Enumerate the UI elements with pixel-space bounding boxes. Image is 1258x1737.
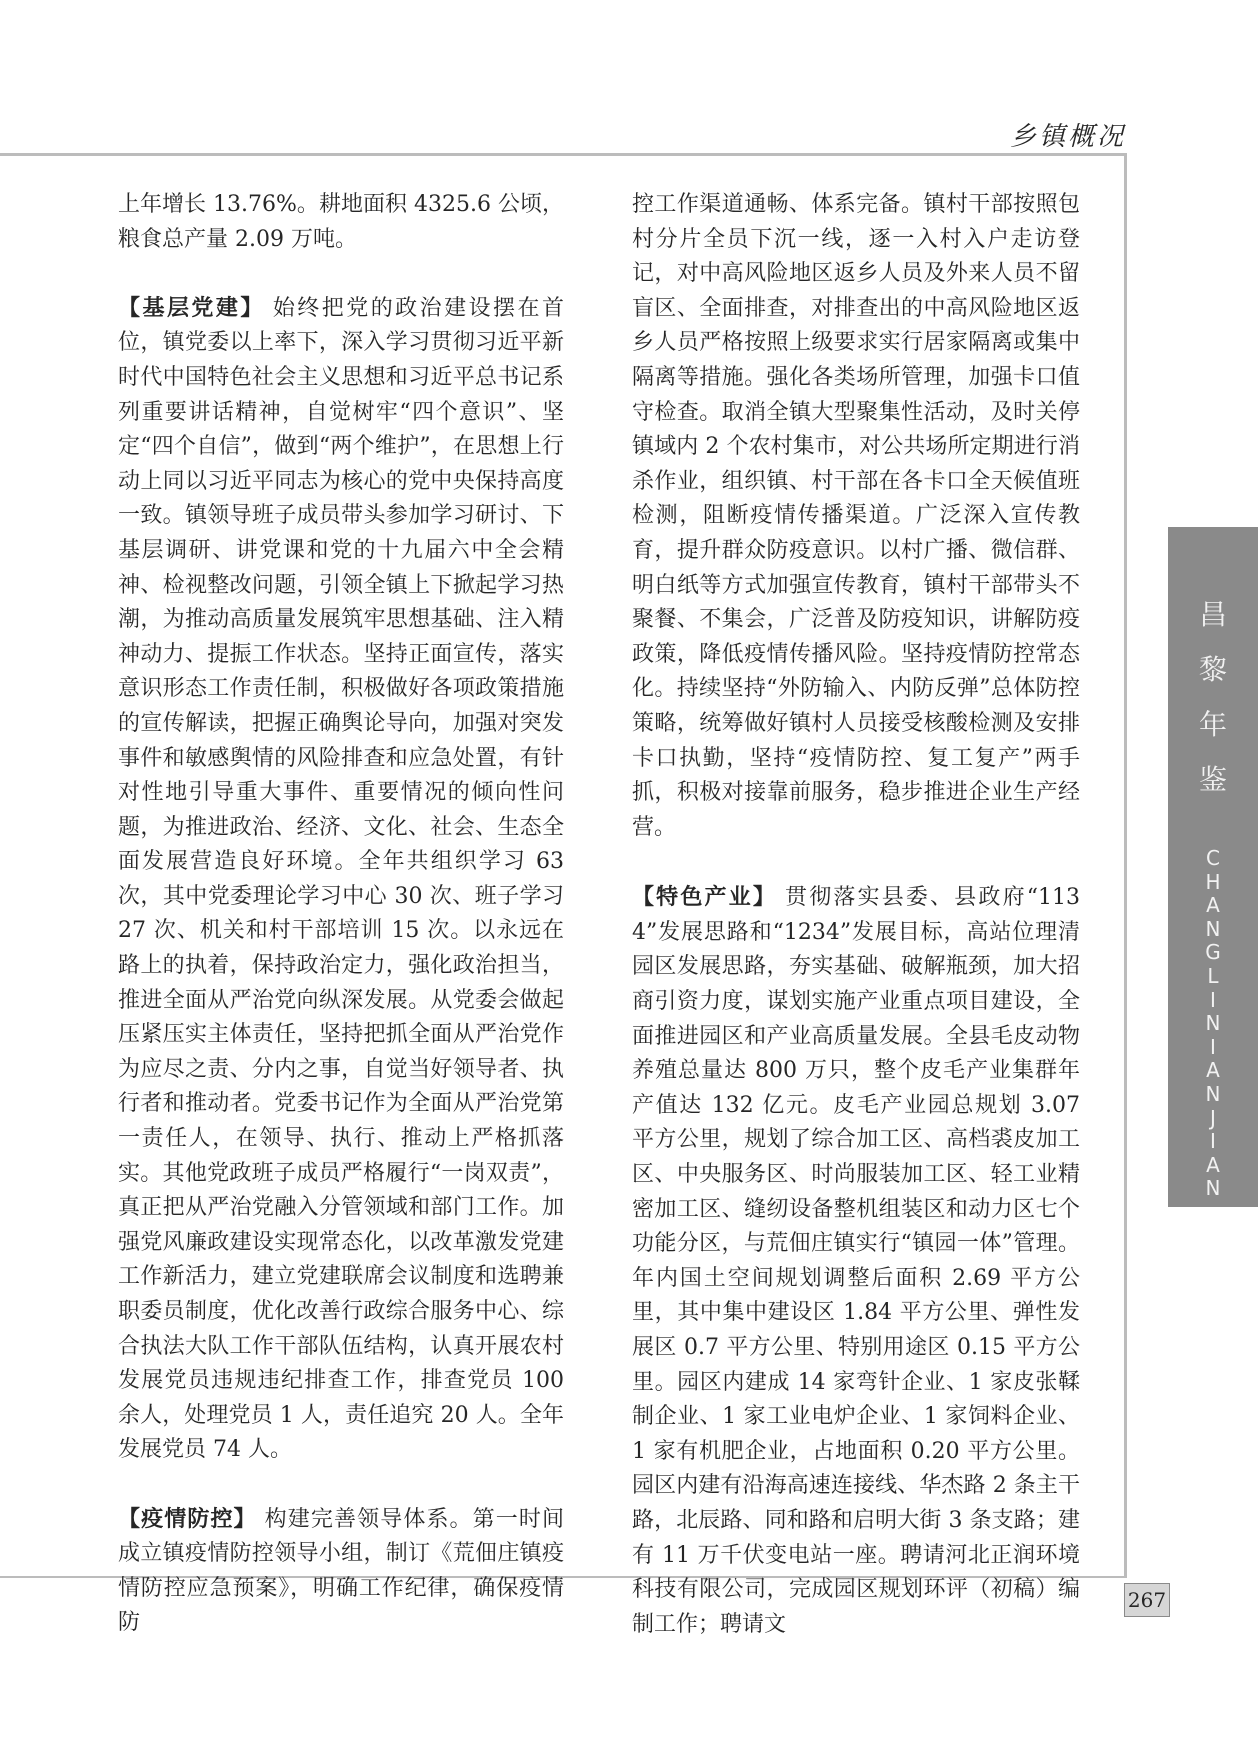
pinyin-letter: G bbox=[1205, 940, 1221, 965]
pinyin-letter: I bbox=[1210, 1129, 1216, 1154]
epidemic-text: 构建完善领导体系。第一时间成立镇疫情防控领导小组，制订《荒佃庄镇疫情防控应急预案》，明确工作纪律，确保疫情防 bbox=[118, 1506, 564, 1636]
industry-paragraph bbox=[632, 881, 1080, 1642]
yearbook-side-tab bbox=[1168, 527, 1258, 1207]
epidemic-heading: 【疫情防控】 bbox=[118, 1506, 257, 1532]
left-column bbox=[118, 188, 564, 1641]
pinyin-letter: A bbox=[1206, 1058, 1220, 1083]
side-tab-char: 年 bbox=[1198, 708, 1227, 741]
epidemic-paragraph bbox=[118, 1503, 564, 1641]
pinyin-letter: J bbox=[1210, 1105, 1216, 1130]
pinyin-letter: L bbox=[1207, 963, 1219, 988]
intro-paragraph: 上年增长 13.76%。耕地面积 4325.6 公顷，粮食总产量 2.09 万吨。 bbox=[118, 192, 564, 252]
party-paragraph bbox=[118, 292, 564, 1468]
side-tab-pinyin bbox=[1168, 847, 1258, 1201]
industry-text: 贯彻落实县委、县政府“1134”发展思路和“1234”发展目标，高站位理清园区发展思路，夯实基础、破解瓶颈，加大招商引资力度，谋划实施产业重点项目建设，全面推进园区和产业高质量发展。全县毛皮动物养殖总量达 800 万只，整个皮毛产业集群年产值达 132 亿元。皮毛产业园总规划 3.07 平方公里，规划了综合加工区、高档裘皮加工区、中央服务区、时尚服装加工区、轻工业精密加工区、缝纫设备整机组装区和动力区七个功能分区，与荒佃庄镇实行“镇园一体”管理。年内国土空间规划调整后面积 2.69 平方公里，其中集中建设区 1.84 平方公里、弹性发展区 0.7 平方公里、特别用途区 0.15 平方公里。园区内建成 14 家弯针企业、1 家皮张鞣制企业、1 家工业电炉企业、1 家饲料企业、1 家有机肥企业，占地面积 0.20 平方公里。园区内建有沿海高速连接线、华杰路 2 条主干路，北辰路、同和路和启明大街 3 条支路；建有 11 万千伏变电站一座。聘请河北正润环境科技有限公司，完成园区规划环评（初稿）编制工作；聘请文 bbox=[632, 885, 1080, 1637]
top-rule bbox=[0, 153, 1126, 156]
side-tab-char: 昌 bbox=[1198, 598, 1227, 631]
pinyin-letter: N bbox=[1205, 916, 1221, 941]
pinyin-letter: N bbox=[1205, 1176, 1221, 1201]
right-rule bbox=[1124, 153, 1127, 1578]
pinyin-letter: A bbox=[1206, 1152, 1220, 1177]
section-header: 乡镇概况 bbox=[1009, 122, 1126, 152]
party-text: 始终把党的政治建设摆在首位，镇党委以上率下，深入学习贯彻习近平新时代中国特色社会主义思想和习近平总书记系列重要讲话精神，自觉树牢“四个意识”、坚定“四个自信”，做到“两个维护”，在思想上行动上同以习近平同志为核心的党中央保持高度一致。镇领导班子成员带头参加学习研讨、下基层调研、讲党课和党的十九届六中全会精神、检视整改问题，引领全镇上下掀起学习热潮，为推动高质量发展筑牢思想基础、注入精神动力、提振工作状态。坚持正面宣传，落实意识形态工作责任制，积极做好各项政策措施的宣传解读，把握正确舆论导向，加强对突发事件和敏感舆情的风险排查和应急处置，有针对性地引导重大事件、重要情况的倾向性问题，为推进政治、经济、文化、社会、生态全面发展营造良好环境。全年共组织学习 63 次，其中党委理论学习中心 30 次、班子学习 27 次、机关和村干部培训 15 次。以永远在路上的执着，保持政治定力，强化政治担当，推进全面从严治党向纵深发展。从党委会做起压紧压实主体责任，坚持把抓全面从严治党作为应尽之责、分内之事，自觉当好领导者、执行者和推动者。党委书记作为全面从严治党第一责任人，在领导、执行、推动上严格抓落实。其他党政班子成员严格履行“一岗双责”，真正把从严治党融入分管领域和部门工作。加强党风廉政建设实现常态化，以改革激发党建工作新活力，建立党建联席会议制度和选聘兼职委员制度，优化改善行政综合服务中心、综合执法大队工作干部队伍结构，认真开展农村发展党员违规违纪排查工作，排查党员 100 余人，处理党员 1 人，责任追究 20 人。全年发展党员 74 人。 bbox=[118, 295, 564, 1463]
pinyin-letter: N bbox=[1205, 1081, 1221, 1106]
side-tab-char: 鉴 bbox=[1198, 763, 1227, 796]
industry-heading: 【特色产业】 bbox=[632, 885, 778, 911]
right-column bbox=[632, 188, 1080, 1642]
pinyin-letter: N bbox=[1205, 1011, 1221, 1036]
pinyin-letter: A bbox=[1206, 893, 1220, 918]
epidemic-continued: 控工作渠道通畅、体系完备。镇村干部按照包村分片全员下沉一线，逐一入村入户走访登记，对中高风险地区返乡人员及外来人员不留盲区、全面排查，对排查出的中高风险地区返乡人员严格按照上级要求实行居家隔离或集中隔离等措施。强化各类场所管理，加强卡口值守检查。取消全镇大型聚集性活动，及时关停镇域内 2 个农村集市，对公共场所定期进行消杀作业，组织镇、村干部在各卡口全天候值班检测，阻断疫情传播渠道。广泛深入宣传教育，提升群众防疫意识。以村广播、微信群、明白纸等方式加强宣传教育，镇村干部带头不聚餐、不集会，广泛普及防疫知识，讲解防疫政策，降低疫情传播风险。坚持疫情防控常态化。持续坚持“外防输入、内防反弹”总体防控策略，统筹做好镇村人员接受核酸检测及安排卡口执勤，坚持“疫情防控、复工复产”两手抓，积极对接靠前服务，稳步推进企业生产经营。 bbox=[632, 192, 1080, 840]
side-tab-char: 黎 bbox=[1198, 653, 1227, 686]
pinyin-letter: C bbox=[1206, 846, 1220, 870]
page-number: 267 bbox=[1124, 1583, 1170, 1617]
pinyin-letter: H bbox=[1205, 869, 1221, 894]
pinyin-letter: I bbox=[1210, 987, 1216, 1012]
side-tab-title bbox=[1168, 587, 1258, 807]
party-heading: 【基层党建】 bbox=[118, 295, 265, 321]
pinyin-letter: I bbox=[1210, 1034, 1216, 1059]
